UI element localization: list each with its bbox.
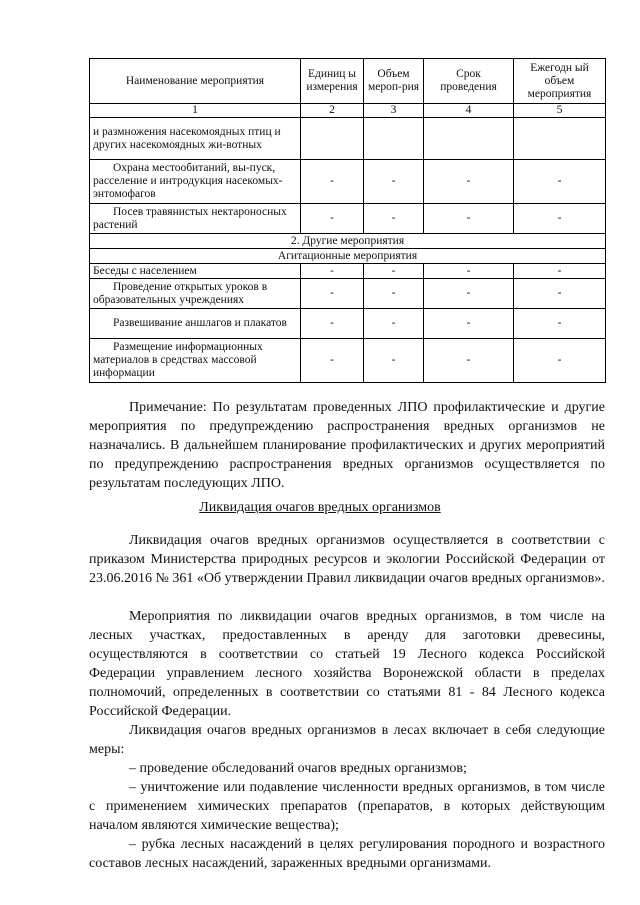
column-number: 2 xyxy=(301,104,364,118)
row-cell: - xyxy=(301,264,364,279)
row-cell: - xyxy=(364,279,424,309)
header-unit: Единиц ы измерения xyxy=(301,59,364,104)
row-cell: - xyxy=(514,309,606,339)
section-title: Ликвидация очагов вредных организмов xyxy=(199,500,441,515)
row-name: Развешивание аншлагов и плакатов xyxy=(90,309,301,339)
row-cell xyxy=(424,118,514,160)
header-annual-volume: Ежегодн ый объем мероприятия xyxy=(514,59,606,104)
list-item: – проведение обследований очагов вредных организмов; xyxy=(129,761,467,776)
section-row xyxy=(90,234,606,249)
row-cell: - xyxy=(301,309,364,339)
column-number-row xyxy=(90,104,606,118)
paragraph: Ликвидация очагов вредных организмов осуществляется в соответствии с приказом Министерства природных ресурсов и экологии Российской Федерации от 23.06.2016 № 361 «Об утверждении Правил ликвидации очагов вредных организмов». xyxy=(89,533,605,586)
row-cell: - xyxy=(301,339,364,383)
row-cell: - xyxy=(301,160,364,204)
table-row xyxy=(90,204,606,234)
measures-table xyxy=(89,58,606,383)
table-row xyxy=(90,279,606,309)
row-cell xyxy=(514,118,606,160)
column-number: 4 xyxy=(424,104,514,118)
row-name: Охрана местообитаний, вы-пуск, расселение и интродукция насекомых-энтомофагов xyxy=(90,160,301,204)
row-cell: - xyxy=(514,204,606,234)
header-name: Наименование мероприятия xyxy=(90,59,301,104)
row-cell: - xyxy=(364,160,424,204)
row-cell: - xyxy=(424,160,514,204)
row-name: Беседы с населением xyxy=(90,264,301,279)
header-term: Срок проведения xyxy=(424,59,514,104)
column-number: 5 xyxy=(514,104,606,118)
row-cell: - xyxy=(514,279,606,309)
row-name: Проведение открытых уроков в образовательных учреждениях xyxy=(90,279,301,309)
subsection-agitation: Агитационные мероприятия xyxy=(90,249,606,264)
list-item: – рубка лесных насаждений в целях регулирования породного и возрастного составов лесных насаждений, зараженных вредными организмами. xyxy=(89,837,605,871)
section-other-measures: 2. Другие мероприятия xyxy=(90,234,606,249)
row-cell: - xyxy=(364,264,424,279)
table-row xyxy=(90,264,606,279)
row-name: Посев травянистых нектароносных растений xyxy=(90,204,301,234)
row-cell: - xyxy=(424,339,514,383)
subsection-row xyxy=(90,249,606,264)
row-cell: - xyxy=(424,309,514,339)
table-header-row xyxy=(90,59,606,104)
column-number: 1 xyxy=(90,104,301,118)
header-volume: Объем мероп-рия xyxy=(364,59,424,104)
row-cell: - xyxy=(301,279,364,309)
row-cell: - xyxy=(424,264,514,279)
row-cell: - xyxy=(364,204,424,234)
row-cell: - xyxy=(301,204,364,234)
row-cell: - xyxy=(364,309,424,339)
paragraph: Мероприятия по ликвидации очагов вредных организмов, в том числе на лесных участках, предоставленных в аренду для заготовки древесины, осуществляются в соответствии со статьей 19 Лесного кодекса Российской Федерации управлением лесного хозяйства Воронежской области в пределах полномочий, определенных в соответствии со статьями 81 - 84 Лесного кодекса Российской Федерации. xyxy=(89,609,605,719)
table-row xyxy=(90,309,606,339)
paragraph: Ликвидация очагов вредных организмов в лесах включает в себя следующие меры: xyxy=(89,723,605,757)
row-cell: - xyxy=(364,339,424,383)
row-name: и размножения насекомоядных птиц и других насекомоядных жи-вотных xyxy=(90,118,301,160)
row-name: Размещение информационных материалов в средствах массовой информации xyxy=(90,339,301,383)
row-cell xyxy=(364,118,424,160)
row-cell xyxy=(301,118,364,160)
row-cell: - xyxy=(514,339,606,383)
table-note: Примечание: По результатам проведенных ЛПО профилактические и другие мероприятия по предупреждению распространения вредных организмов не назначались. В дальнейшем планирование профилактических и других мероприятий по предупреждению распространения вредных организмов осуществляется по результатам последующих ЛПО. xyxy=(89,400,605,491)
table-row xyxy=(90,118,606,160)
row-cell: - xyxy=(424,279,514,309)
table-row xyxy=(90,339,606,383)
row-cell: - xyxy=(424,204,514,234)
row-cell: - xyxy=(514,160,606,204)
table-row xyxy=(90,160,606,204)
row-cell: - xyxy=(514,264,606,279)
column-number: 3 xyxy=(364,104,424,118)
list-item: – уничтожение или подавление численности вредных организмов, в том числе с применением химических препаратов (препаратов, в которых действующим началом являются химические вещества); xyxy=(89,780,605,833)
